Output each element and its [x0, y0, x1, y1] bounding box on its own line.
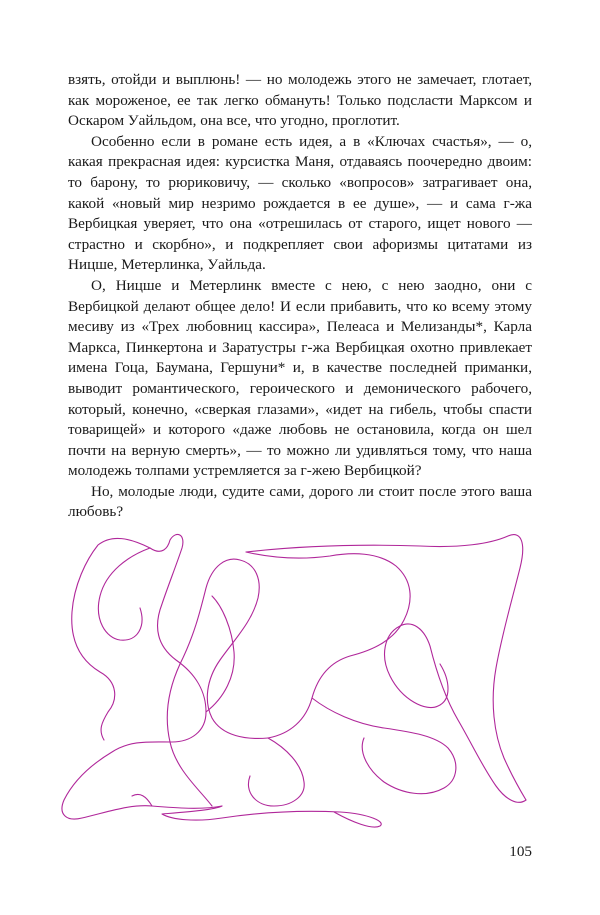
- scribble-stroke: [132, 794, 152, 806]
- paragraph: Но, молодые люди, судите сами, дорого ли стоит после этого ваша любовь?: [68, 482, 532, 521]
- body-text: [68, 70, 532, 523]
- scribble-stroke: [385, 624, 448, 707]
- scribble-stroke: [206, 596, 234, 712]
- paragraph: взять, отойди и выплюнь! — но молодежь этого не замечает, глотает, как мороженое, ее так легко обмануть! Только подсласти Марксом и Оскаром Уайльдом, она все, что угодно, проглотит.: [68, 71, 532, 130]
- scribble-stroke: [246, 552, 410, 738]
- scribble-stroke: [167, 559, 268, 806]
- paragraph: Особенно если в романе есть идея, а в «Ключах счастья», — о, какая прекрасная идея: курсистка Маня, отдаваясь поочередно двоим: то барону, то рюриковичу, — сколько «вопросов» затрагивает она, какой «новый мир незримо рождается в ее душе», — и сама г-жа Вербицкая уверяет, что она «отрешилась от старого, ищет нового — страстно и скорбно», и подкрепляет свои афоризмы цитатами из Ницше, Метерлинка, Уайльда.: [68, 132, 532, 274]
- scribble-stroke: [246, 535, 526, 800]
- scribble-stroke: [62, 742, 222, 819]
- scribble-stroke: [430, 646, 526, 802]
- scribble-stroke: [72, 534, 206, 742]
- scribble-stroke: [312, 698, 456, 794]
- paragraph: О, Ницше и Метерлинк вместе с нею, с нею заодно, они с Вербицкой делают общее дело! И если прибавить, что ко всему этому месиву из «Трех любовниц кассира», Пелеаса и Мелизанды*, Карла Маркса, Пинкертона и Заратустры г-жа Вербицкая охотно привлекает имена Гоца, Баумана, Гершуни* и, в качестве последней приманки, выводит романтического, героического и демонического рабочего, который, конечно, «сверкая глазами», «идет на гибель, чтобы спасти товарищей» и которого «даже любовь не остановила, когда он шел почти на верную смерть», — то можно ли удивляться тому, что наша молодежь толпами устремляется за г-жею Вербицкой?: [68, 276, 532, 480]
- page-number: 105: [509, 843, 532, 860]
- scribble-stroke: [248, 738, 304, 806]
- scribble-stroke: [98, 548, 150, 640]
- scribble-stroke: [162, 806, 381, 827]
